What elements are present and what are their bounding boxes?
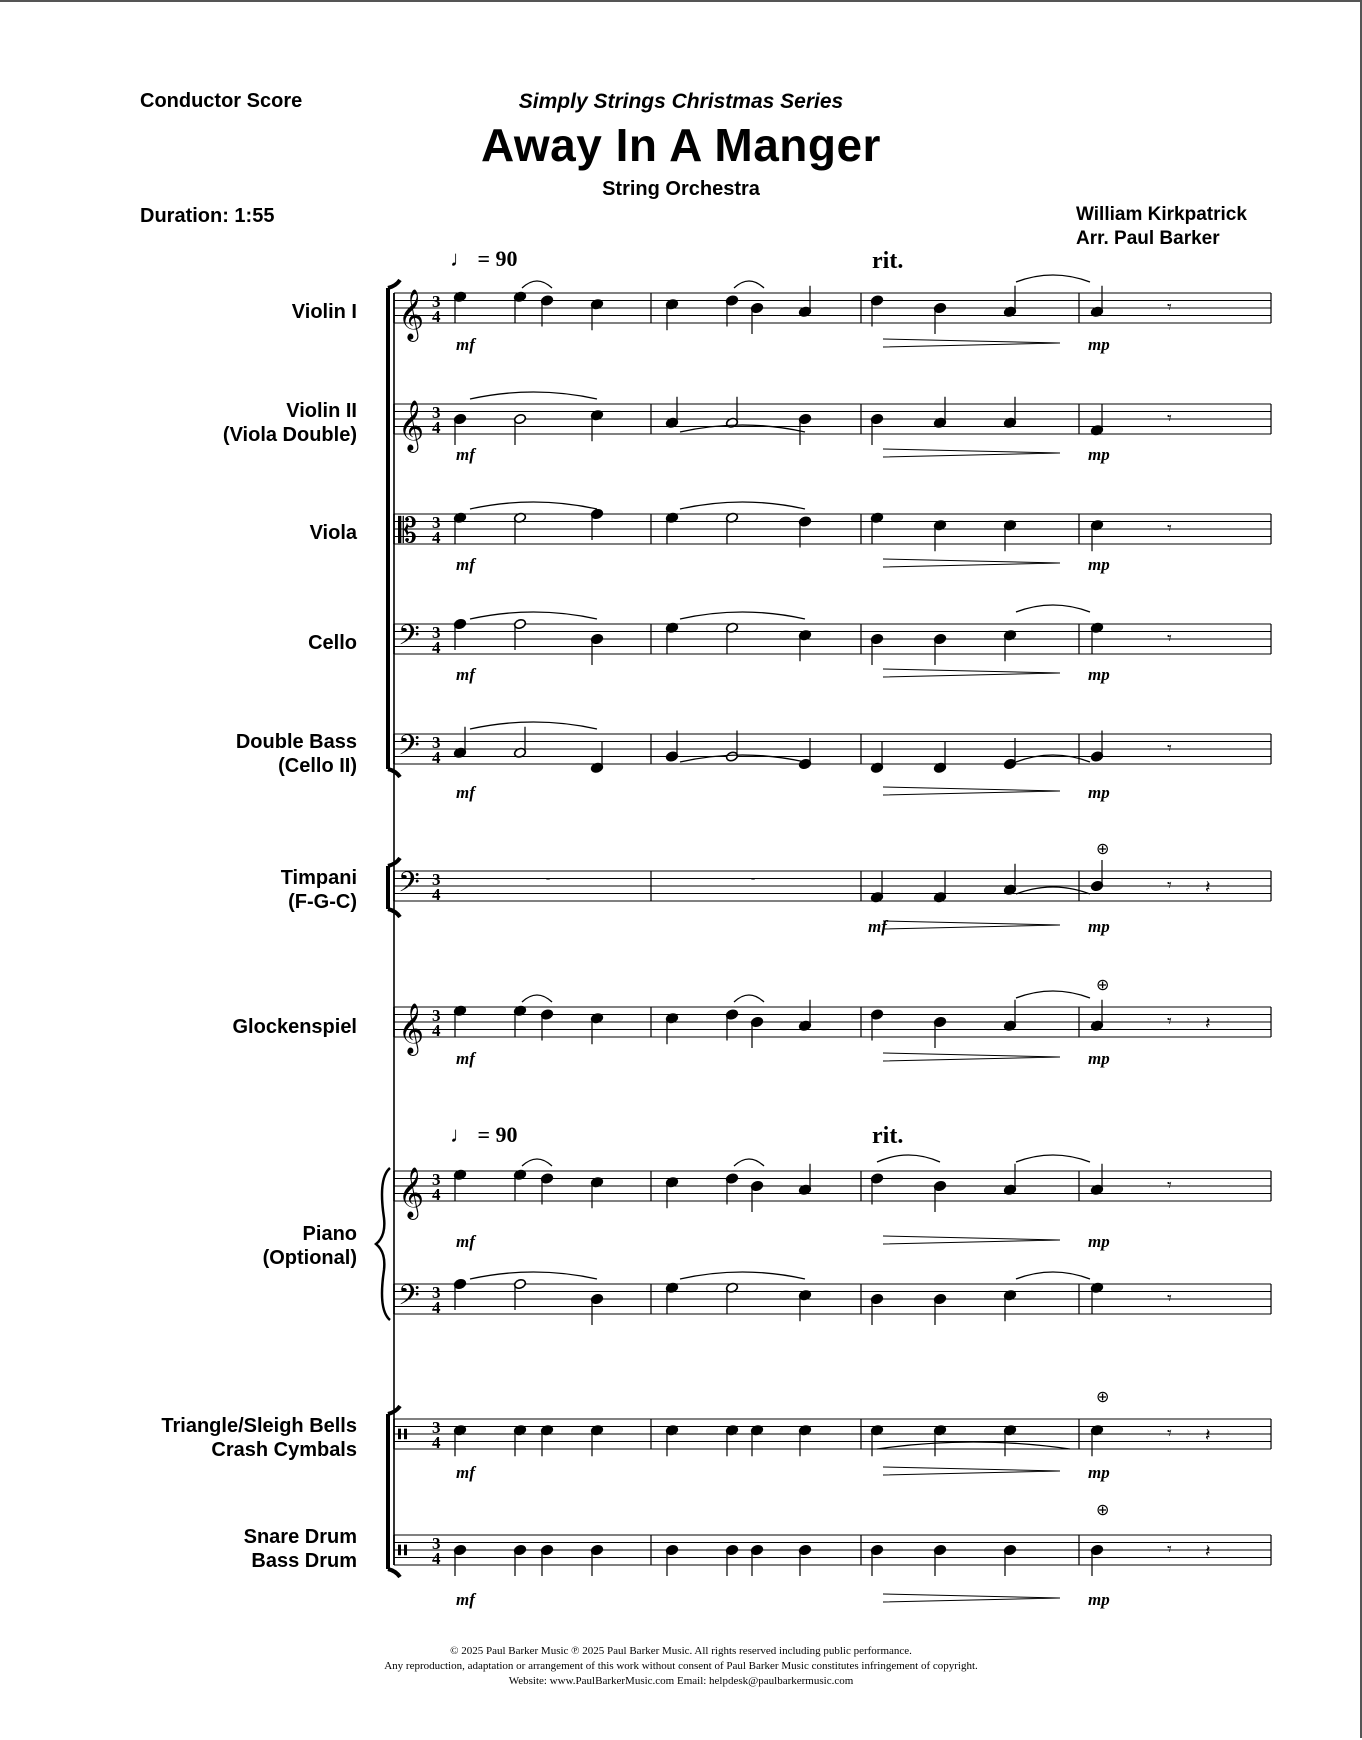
fermata-icon: ⊕ — [1096, 1387, 1110, 1406]
decrescendo-hairpin — [883, 1594, 1060, 1602]
time-signature-top: 3 — [432, 1006, 441, 1025]
dynamic-mp: mp — [1088, 1049, 1110, 1068]
time-signature-top: 3 — [432, 1283, 441, 1302]
dynamic-mf: mf — [456, 445, 475, 464]
slur — [680, 502, 805, 509]
clef-glyph: 𝄢 — [398, 866, 420, 906]
time-signature-bottom: 4 — [432, 1185, 441, 1204]
instrument-line: (Cello II) — [278, 755, 357, 777]
copyright-footer — [0, 1644, 1362, 1689]
clef-glyph: 𝄞 — [398, 400, 425, 451]
dynamic-mp: mp — [1088, 1463, 1110, 1482]
decrescendo-hairpin — [883, 787, 1060, 795]
quarter-note-icon: ♩ — [450, 1122, 472, 1147]
footer-contact: Website: www.PaulBarkerMusic.com Email: helpdesk@paulbarkermusic.com — [508, 1675, 854, 1687]
arranger-credit: Arr. Paul Barker — [1076, 228, 1220, 249]
time-signature-bottom: 4 — [432, 418, 441, 437]
clef-glyph: 𝄡 — [398, 511, 417, 551]
time-signature-top: 3 — [432, 1418, 441, 1437]
dynamic-mf: mf — [456, 555, 475, 574]
time-signature-top: 3 — [432, 513, 441, 532]
whole-rest: 𝄻 — [750, 872, 757, 891]
time-signature-bottom: 4 — [432, 528, 441, 547]
piano-brace — [376, 1168, 390, 1320]
slur — [734, 1159, 764, 1166]
slur — [470, 612, 597, 619]
slur — [522, 1159, 552, 1166]
dynamic-mp: mp — [1088, 783, 1110, 802]
duration-label: Duration: 1:55 — [140, 205, 275, 227]
time-signature-bottom: 4 — [432, 748, 441, 767]
time-signature-top: 3 — [432, 623, 441, 642]
eighth-rest: 𝄾 — [1167, 875, 1172, 896]
time-signature-bottom: 4 — [432, 307, 441, 326]
slur — [1016, 275, 1090, 282]
decrescendo-hairpin — [883, 449, 1060, 457]
time-signature-top: 3 — [432, 403, 441, 422]
series-title: Simply Strings Christmas Series — [518, 90, 844, 113]
clef-glyph: 𝄢 — [398, 1279, 420, 1319]
quarter-rest: 𝄽 — [1205, 1425, 1211, 1446]
instrument-line: (Viola Double) — [222, 424, 357, 446]
instrument-line: Cello — [308, 632, 357, 654]
time-signature-bottom: 4 — [432, 1298, 441, 1317]
instrument-line: Triangle/Sleigh Bells — [161, 1415, 357, 1437]
eighth-rest: 𝄾 — [1167, 628, 1172, 649]
fermata-icon: ⊕ — [1096, 1500, 1110, 1519]
eighth-rest: 𝄾 — [1167, 518, 1172, 539]
instrument-line: Bass Drum — [251, 1550, 357, 1572]
slur — [470, 502, 597, 509]
clef-glyph: 𝄞 — [398, 1003, 425, 1054]
time-signature-top: 3 — [432, 1170, 441, 1189]
decrescendo-hairpin — [883, 1053, 1060, 1061]
slur — [877, 1155, 940, 1162]
dynamic-mp: mp — [1088, 335, 1110, 354]
time-signature-top: 3 — [432, 292, 441, 311]
dynamic-mp: mp — [1088, 445, 1110, 464]
slur — [470, 1272, 597, 1279]
rit-marking-top: rit. — [872, 248, 904, 274]
instrument-line: Violin II — [286, 400, 357, 422]
ensemble-subtitle: String Orchestra — [602, 178, 760, 200]
dynamic-mf: mf — [456, 1590, 475, 1609]
decrescendo-hairpin — [883, 1236, 1060, 1244]
rit-marking-piano: rit. — [872, 1123, 904, 1149]
slur — [1016, 1155, 1090, 1162]
fermata-icon: ⊕ — [1096, 975, 1110, 994]
dynamic-mf: mf — [456, 783, 475, 802]
instrument-line: Snare Drum — [243, 1526, 357, 1548]
piece-title: Away In A Manger — [481, 119, 881, 171]
dynamic-mf: mf — [456, 1463, 475, 1482]
time-signature-bottom: 4 — [432, 1433, 441, 1452]
dynamic-mp: mp — [1088, 1590, 1110, 1609]
whole-rest: 𝄻 — [545, 872, 552, 891]
slur — [1016, 1272, 1090, 1279]
composer-credit: William Kirkpatrick — [1076, 204, 1247, 225]
dynamic-mp: mp — [1088, 665, 1110, 684]
tempo-value: = 90 — [477, 1122, 518, 1147]
clef-glyph: 𝄥 — [398, 1534, 407, 1569]
quarter-rest: 𝄽 — [1205, 1013, 1211, 1034]
eighth-rest: 𝄾 — [1167, 1175, 1172, 1196]
quarter-rest: 𝄽 — [1205, 1541, 1211, 1562]
dynamic-mf: mf — [456, 665, 475, 684]
time-signature-top: 3 — [432, 733, 441, 752]
footer-copyright: © 2025 Paul Barker Music ℗ 2025 Paul Barker Music. All rights reserved including public performance. — [450, 1645, 912, 1657]
dynamic-mf: mf — [868, 917, 887, 936]
slur — [470, 722, 597, 729]
time-signature-bottom: 4 — [432, 1021, 441, 1040]
slur — [877, 1442, 1070, 1449]
tempo-value: = 90 — [477, 246, 518, 271]
clef-glyph: 𝄥 — [398, 1418, 407, 1453]
fermata-icon: ⊕ — [1096, 839, 1110, 858]
slur — [680, 612, 805, 619]
instrument-line: Timpani — [280, 867, 357, 889]
time-signature-bottom: 4 — [432, 885, 441, 904]
quarter-note-icon: ♩ — [450, 246, 472, 271]
dynamic-mf: mf — [456, 335, 475, 354]
slur — [522, 281, 552, 288]
slur — [680, 1272, 805, 1279]
time-signature-top: 3 — [432, 1534, 441, 1553]
instrument-line: Violin I — [291, 301, 357, 323]
clef-glyph: 𝄢 — [398, 619, 420, 659]
time-signature-top: 3 — [432, 870, 441, 889]
slur — [470, 392, 597, 399]
instrument-line: Viola — [309, 522, 357, 544]
dynamic-mp: mp — [1088, 555, 1110, 574]
eighth-rest: 𝄾 — [1167, 408, 1172, 429]
instrument-line: (F-G-C) — [288, 891, 357, 913]
slur — [1016, 605, 1090, 612]
decrescendo-hairpin — [883, 921, 1060, 929]
time-signature-bottom: 4 — [432, 1549, 441, 1568]
slur — [734, 281, 764, 288]
dynamic-mp: mp — [1088, 917, 1110, 936]
instrument-line: (Optional) — [262, 1247, 357, 1269]
score-type-label: Conductor Score — [140, 90, 303, 112]
eighth-rest: 𝄾 — [1167, 738, 1172, 759]
footer-reproduction: Any reproduction, adaptation or arrangement of this work without consent of Paul Barker Music constitutes infringement of copyright. — [384, 1660, 978, 1672]
instrument-line: Glockenspiel — [232, 1016, 357, 1038]
dynamic-mp: mp — [1088, 1232, 1110, 1251]
slur — [1016, 991, 1090, 998]
instrument-line: Double Bass — [235, 731, 357, 753]
decrescendo-hairpin — [883, 669, 1060, 677]
quarter-rest: 𝄽 — [1205, 877, 1211, 898]
eighth-rest: 𝄾 — [1167, 297, 1172, 318]
notation-canvas — [0, 2, 1362, 1740]
slur — [522, 995, 552, 1002]
instrument-line: Crash Cymbals — [211, 1439, 357, 1461]
decrescendo-hairpin — [883, 339, 1060, 347]
decrescendo-hairpin — [883, 559, 1060, 567]
eighth-rest: 𝄾 — [1167, 1539, 1172, 1560]
clef-glyph: 𝄞 — [398, 1167, 425, 1218]
clef-glyph: 𝄞 — [398, 289, 425, 340]
slur — [734, 995, 764, 1002]
decrescendo-hairpin — [883, 1467, 1060, 1475]
dynamic-mf: mf — [456, 1232, 475, 1251]
clef-glyph: 𝄢 — [398, 729, 420, 769]
eighth-rest: 𝄾 — [1167, 1423, 1172, 1444]
instrument-line: Piano — [302, 1223, 357, 1245]
time-signature-bottom: 4 — [432, 638, 441, 657]
dynamic-mf: mf — [456, 1049, 475, 1068]
eighth-rest: 𝄾 — [1167, 1011, 1172, 1032]
eighth-rest: 𝄾 — [1167, 1288, 1172, 1309]
